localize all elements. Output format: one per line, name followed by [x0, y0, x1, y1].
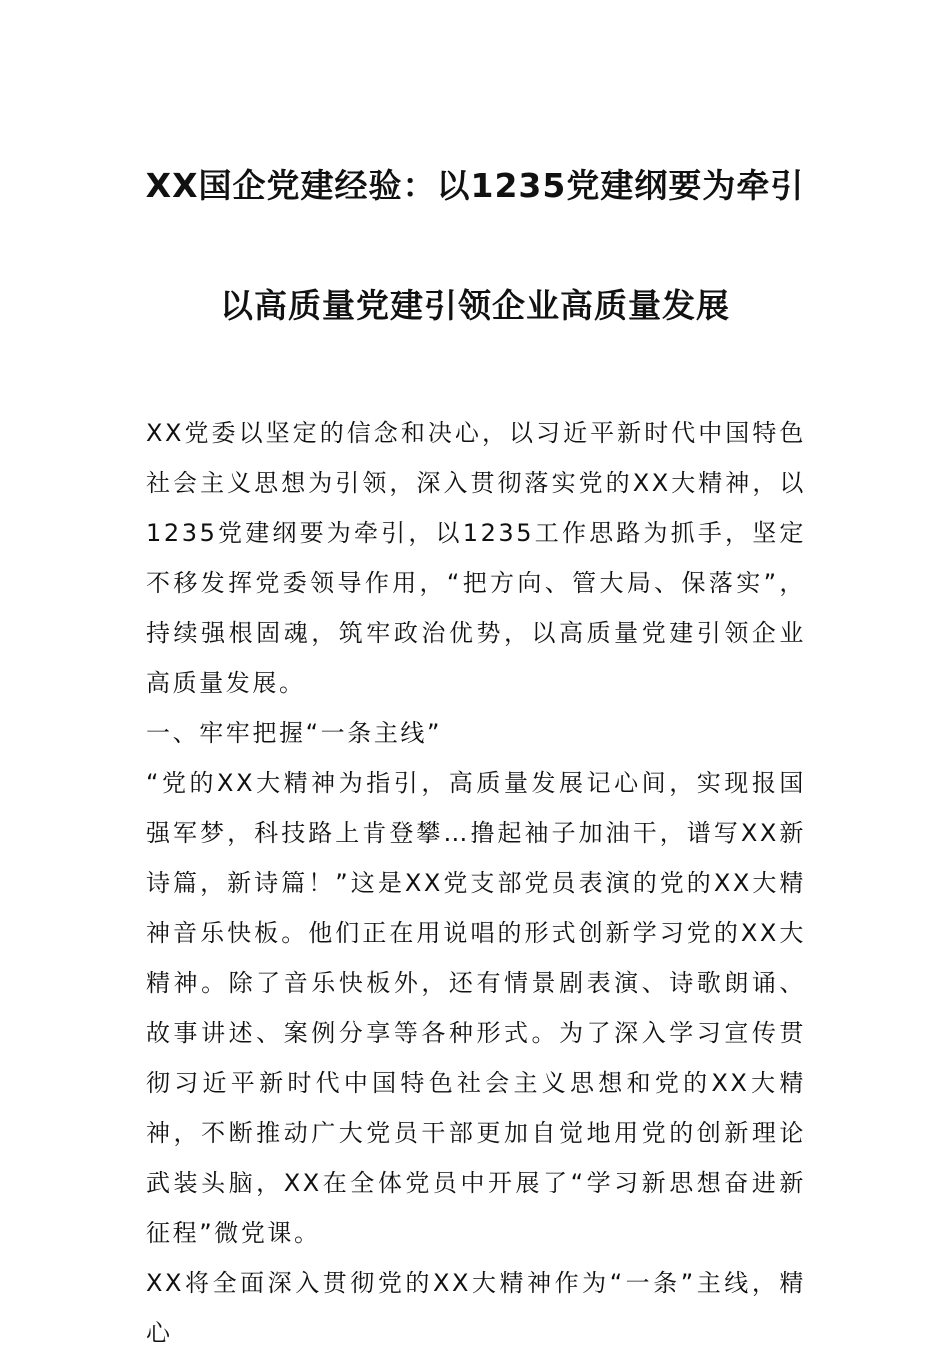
document-title-line-1: XX国企党建经验：以1235党建纲要为牵引 [145, 166, 805, 205]
intro-paragraph: XX党委以坚定的信念和决心，以习近平新时代中国特色社会主义思想为引领，深入贯彻落实党的XX大精神，以1235党建纲要为牵引，以1235工作思路为抓手，坚定不移发挥党委领导作用，“把方向、管大局、保落实”，持续强根固魂，筑牢政治优势，以高质量党建引领企业高质量发展。 [146, 419, 806, 697]
section-heading-one: 一、牢牢把握“一条主线” [146, 719, 443, 747]
body-paragraph-continued: XX将全面深入贯彻党的XX大精神作为“一条”主线，精心 [146, 1269, 806, 1347]
document-title-line-2: 以高质量党建引领企业高质量发展 [220, 286, 730, 325]
document-body [146, 408, 806, 1358]
body-paragraph: “党的XX大精神为指引，高质量发展记心间，实现报国强军梦，科技路上肯登攀…撸起袖子加油干，谱写XX新诗篇，新诗篇！”这是XX党支部党员表演的党的XX大精神音乐快板。他们正在用说唱的形式创新学习党的XX大精神。除了音乐快板外，还有情景剧表演、诗歌朗诵、故事讲述、案例分享等各种形式。为了深入学习宣传贯彻习近平新时代中国特色社会主义思想和党的XX大精神，不断推动广大党员干部更加自觉地用党的创新理论武装头脑，XX在全体党员中开展了“学习新思想奋进新征程”微党课。 [146, 769, 806, 1247]
